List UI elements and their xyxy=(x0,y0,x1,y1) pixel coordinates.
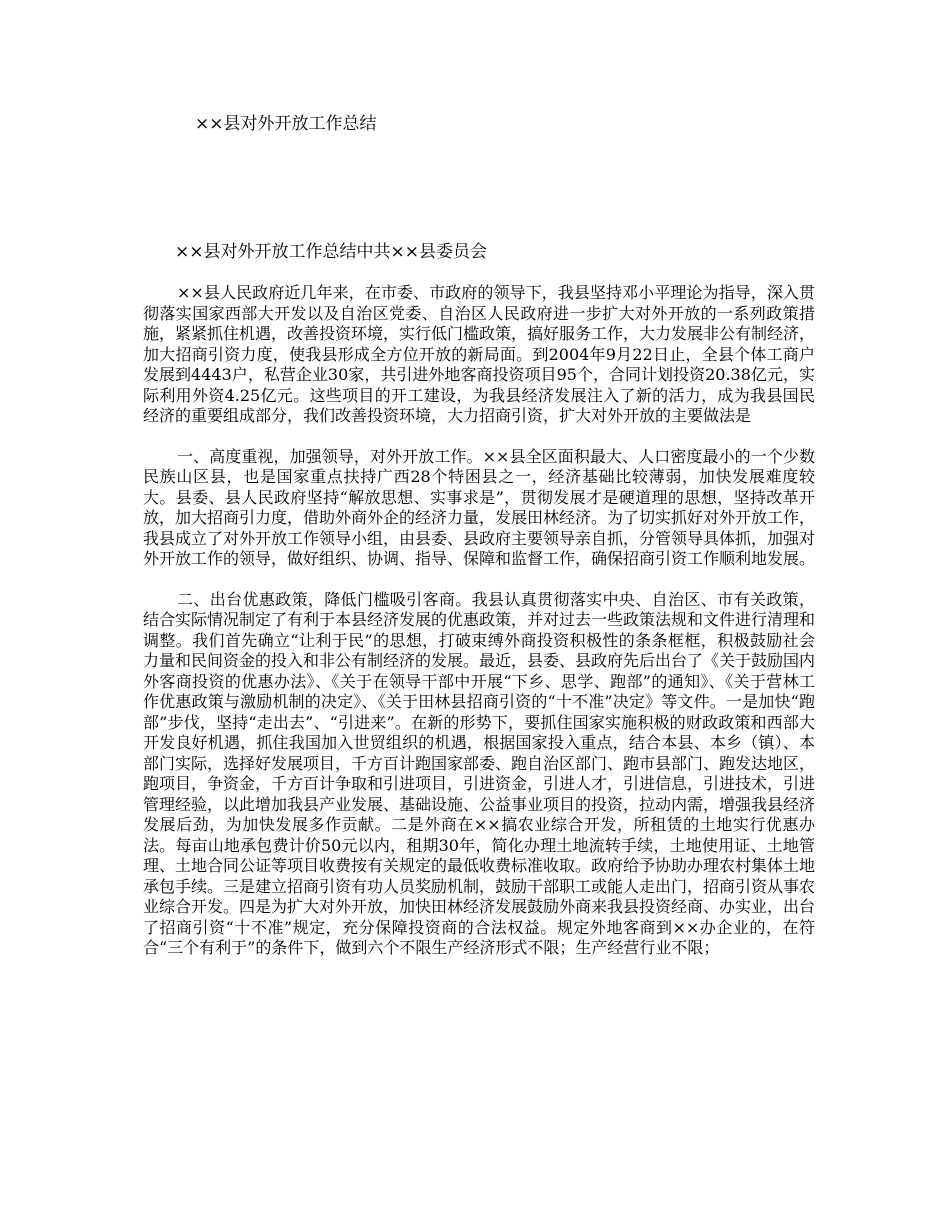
document-body xyxy=(143,283,815,979)
document-subtitle: ××县对外开放工作总结中共××县委员会 xyxy=(175,242,487,262)
paragraph-intro: ××县人民政府近几年来，在市委、市政府的领导下，我县坚持邓小平理论为指导，深入贯彻落实国家西部大开发以及自治区党委、自治区人民政府进一步扩大对外开放的一系列政策措施，紧紧抓住机遇，改善投资环境，实行低门槛政策，搞好服务工作，大力发展非公有制经济，加大招商引资力度，使我县形成全方位开放的新局面。到2004年9月22日止，全县个体工商户发展到4443户，私营企业30家，共引进外地客商投资项目95个，合同计划投资20.38亿元，实际利用外资4.25亿元。这些项目的开工建设，为我县经济发展注入了新的活力，成为我县国民经济的重要组成部分，我们改善投资环境，大力招商引资，扩大对外开放的主要做法是 xyxy=(143,283,816,425)
paragraph-section-2: 二、出台优惠政策，降低门槛吸引客商。我县认真贯彻落实中央、自治区、市有关政策，结合实际情况制定了有利于本县经济发展的优惠政策，并对过去一些政策法规和文件进行清理和调整。我们首先确立“让利于民”的思想，打破束缚外商投资积极性的条条框框，积极鼓励社会力量和民间资金的投入和非公有制经济的发展。最近，县委、县政府先后出台了《关于鼓励国内外客商投资的优惠办法》、《关于在领导干部中开展“下乡、思学、跑部”的通知》、《关于营林工作优惠政策与激励机制的决定》、《关于田林县招商引资的“十不准”决定》等文件。一是加快“跑部”步伐，坚持“走出去”、“引进来”。在新的形势下，要抓住国家实施积极的财政政策和西部大开发良好机遇，抓住我国加入世贸组织的机遇，根据国家投入重点，结合本县、本乡（镇）、本部门实际，选择好发展项目，千方百计跑国家部委、跑自治区部门、跑市县部门、跑发达地区，跑项目，争资金，千方百计争取和引进项目，引进资金，引进人才，引进信息，引进技术，引进管理经验，以此增加我县产业发展、基础设施、公益事业项目的投资，拉动内需，增强我县经济发展后劲，为加快发展多作贡献。二是外商在××搞农业综合开发，所租赁的土地实行优惠办法。每亩山地承包费计价50元以内，租期30年，简化办理土地流转手续，土地使用证、土地管理、土地合同公证等项目收费按有关规定的最低收费标准收取。政府给予协助办理农村集体土地承包手续。三是建立招商引资有功人员奖励机制，鼓励干部职工或能人走出门，招商引资从事农业综合开发。四是为扩大对外开放，加快田林经济发展鼓励外商来我县投资经商、办实业，出台了招商引资“十不准”规定，充分保障投资商的合法权益。规定外地客商到××办企业的，在符合“三个有利于”的条件下，做到六个不限生产经济形式不限；生产经营行业不限； xyxy=(143,589,816,957)
paragraph-section-1: 一、高度重视，加强领导，对外开放工作。××县全区面积最大、人口密度最小的一个少数民族山区县，也是国家重点扶持广西28个特困县之一，经济基础比较薄弱，加快发展难度较大。县委、县人民政府坚持“解放思想、实事求是”，贯彻发展才是硬道理的思想，坚持改革开放，加大招商引力度，借助外商外企的经济力量，发展田林经济。为了切实抓好对外开放工作，我县成立了对外开放工作领导小组，由县委、县政府主要领导亲自抓，分管领导具体抓，加强对外开放工作的领导，做好组织、协调、指导、保障和监督工作，确保招商引资工作顺利地发展。 xyxy=(143,446,816,568)
document-title: ××县对外开放工作总结 xyxy=(195,114,377,134)
